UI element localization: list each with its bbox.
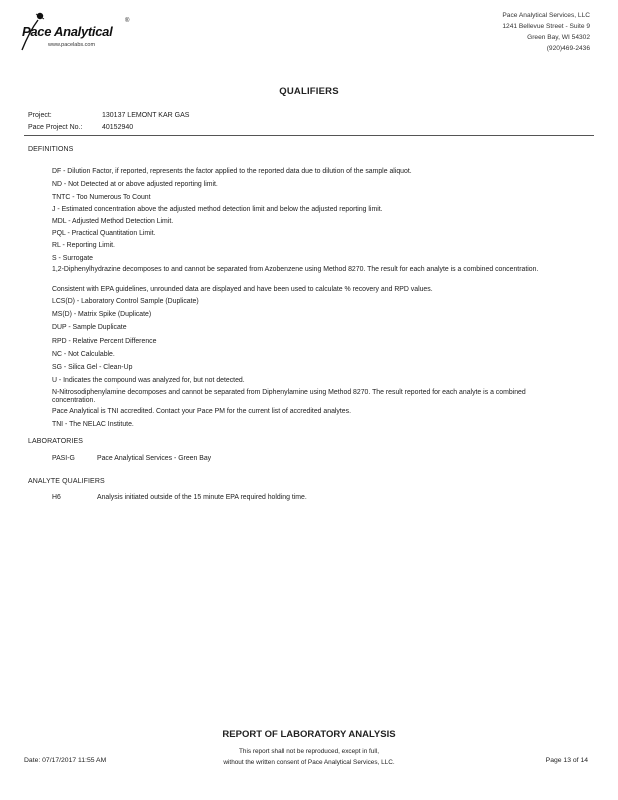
divider (24, 135, 594, 136)
definition-item: PQL - Practical Quantitation Limit. (52, 230, 156, 237)
project-number-row (28, 124, 133, 131)
definition-item: S - Surrogate (52, 255, 93, 262)
lab-address (502, 10, 590, 54)
definition-item: TNTC - Too Numerous To Count (52, 194, 151, 201)
definition-item: U - Indicates the compound was analyzed for, but not detected. (52, 377, 245, 384)
project-row (28, 112, 189, 119)
disclaimer-line: This report shall not be reproduced, except in full, (239, 748, 379, 755)
definition-item: RPD - Relative Percent Difference (52, 338, 157, 345)
definitions-heading: DEFINITIONS (28, 146, 74, 153)
disclaimer-line: without the written consent of Pace Analytical Services, LLC. (223, 759, 395, 766)
report-title: REPORT OF LABORATORY ANALYSIS (222, 729, 396, 740)
project-value: 130137 LEMONT KAR GAS (102, 112, 190, 119)
address-line: 1241 Bellevue Street - Suite 9 (502, 23, 590, 30)
definition-item: Consistent with EPA guidelines, unrounded data are displayed and have been used to calculate % recovery and RPD values. (52, 286, 433, 293)
definition-item: DUP - Sample Duplicate (52, 324, 127, 331)
definition-item: NC - Not Calculable. (52, 351, 115, 358)
page-number: Page 13 of 14 (545, 757, 588, 764)
project-number-value: 40152940 (102, 124, 134, 131)
definition-item: ND - Not Detected at or above adjusted reporting limit. (52, 181, 218, 188)
logo-text: Pace Analytical (22, 24, 113, 39)
definition-item: RL - Reporting Limit. (52, 242, 115, 249)
definition-item: J - Estimated concentration above the adjusted method detection limit and below the adjusted reporting limit. (52, 206, 383, 213)
qualifier-code: H6 (52, 494, 61, 501)
analyte-qualifiers-heading: ANALYTE QUALIFIERS (28, 478, 105, 485)
qualifier-description: Analysis initiated outside of the 15 minute EPA required holding time. (97, 494, 307, 501)
definition-item: LCS(D) - Laboratory Control Sample (Duplicate) (52, 298, 199, 305)
definition-item: SG - Silica Gel - Clean-Up (52, 364, 133, 371)
address-line: (920)469-2436 (546, 45, 590, 52)
logo-website: www.pacelabs.com (48, 42, 96, 48)
definition-item: MS(D) - Matrix Spike (Duplicate) (52, 311, 152, 318)
laboratories-heading: LABORATORIES (28, 438, 84, 445)
address-line: Green Bay, WI 54302 (527, 34, 590, 41)
definition-item: N-Nitrosodiphenylamine decomposes and cannot be separated from Diphenylamine using Method 8270. The result reported for each analyte is a combined concentration. (52, 389, 526, 404)
project-label: Project: (28, 112, 52, 119)
definition-item: Pace Analytical is TNI accredited. Contact your Pace PM for the current list of accredited analytes. (52, 408, 351, 415)
definition-item: TNI - The NELAC Institute. (52, 421, 134, 428)
address-line: Pace Analytical Services, LLC (502, 12, 590, 19)
definition-item: 1,2-Diphenylhydrazine decomposes to and cannot be separated from Azobenzene using Method 8270. The result for each analyte is a combined concentration. (52, 266, 539, 273)
page-title: QUALIFIERS (279, 86, 339, 97)
laboratory-code: PASI-G (52, 455, 75, 462)
definition-item: DF - Dilution Factor, if reported, represents the factor applied to the reported data due to dilution of the sample aliquot. (52, 168, 412, 175)
laboratory-name: Pace Analytical Services - Green Bay (97, 455, 212, 462)
report-date: Date: 07/17/2017 11:55 AM (24, 757, 107, 764)
definition-item: MDL - Adjusted Method Detection Limit. (52, 218, 174, 225)
logo-trademark: ® (125, 18, 130, 24)
project-number-label: Pace Project No.: (28, 124, 83, 131)
